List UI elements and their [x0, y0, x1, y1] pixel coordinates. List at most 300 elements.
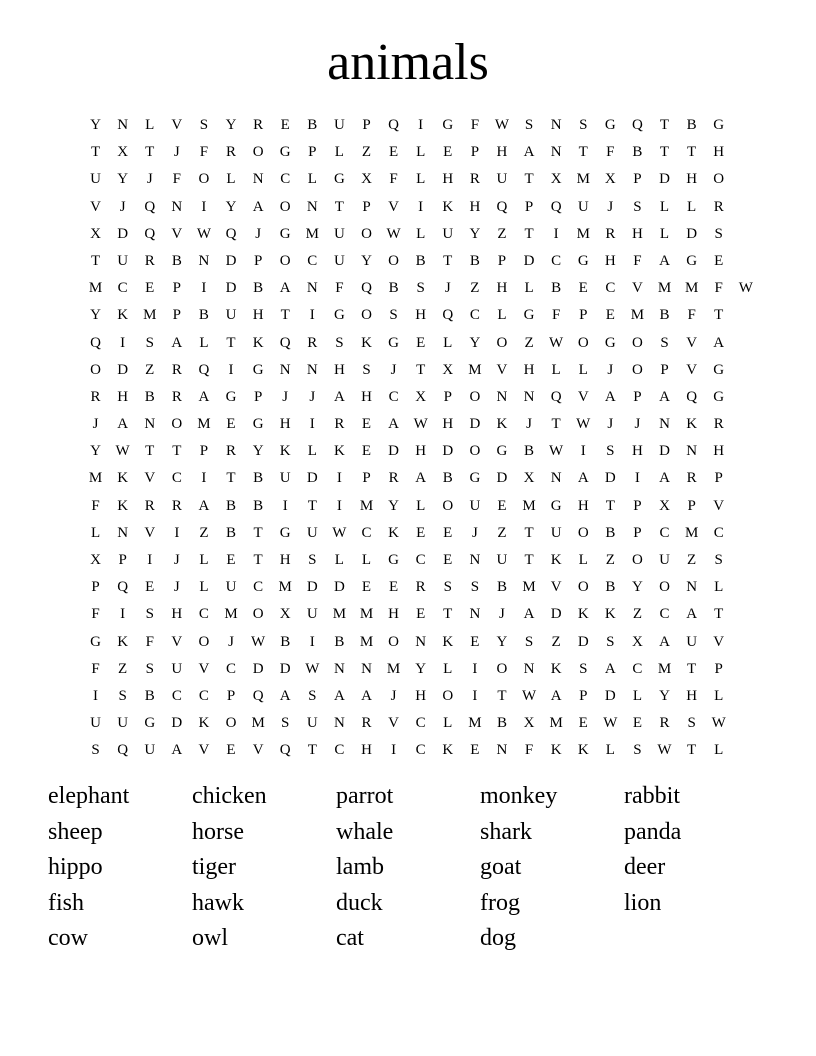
grid-cell[interactable]: Q: [496, 198, 508, 215]
grid-cell[interactable]: C: [198, 606, 209, 623]
grid-cell[interactable]: E: [145, 579, 155, 596]
grid-cell[interactable]: L: [632, 687, 642, 704]
grid-cell[interactable]: T: [524, 552, 534, 568]
grid-cell[interactable]: S: [443, 579, 452, 596]
grid-cell[interactable]: O: [577, 524, 589, 541]
grid-cell[interactable]: Y: [632, 579, 643, 596]
grid-cell[interactable]: X: [117, 144, 129, 161]
grid-cell[interactable]: Z: [361, 144, 372, 161]
grid-cell[interactable]: N: [361, 660, 372, 677]
grid-cell[interactable]: I: [120, 606, 126, 623]
grid-cell[interactable]: W: [115, 443, 130, 460]
grid-cell[interactable]: W: [251, 633, 266, 650]
grid-cell[interactable]: T: [659, 144, 670, 161]
grid-cell[interactable]: Y: [252, 443, 264, 460]
grid-cell[interactable]: L: [714, 579, 724, 596]
grid-cell[interactable]: O: [632, 361, 643, 378]
grid-cell[interactable]: L: [307, 171, 317, 188]
grid-cell[interactable]: H: [361, 742, 372, 759]
grid-cell[interactable]: A: [361, 687, 372, 704]
grid-cell[interactable]: T: [687, 660, 697, 677]
grid-cell[interactable]: V: [713, 497, 725, 514]
grid-cell[interactable]: C: [713, 524, 724, 541]
grid-cell[interactable]: V: [577, 388, 589, 405]
grid-cell[interactable]: G: [279, 225, 291, 242]
grid-cell[interactable]: R: [171, 497, 182, 514]
grid-cell[interactable]: U: [144, 742, 156, 759]
grid-cell[interactable]: R: [334, 416, 345, 433]
grid-cell[interactable]: O: [279, 198, 291, 215]
grid-cell[interactable]: X: [604, 171, 616, 188]
grid-cell[interactable]: I: [336, 470, 342, 487]
grid-cell[interactable]: R: [605, 225, 616, 242]
grid-cell[interactable]: B: [253, 497, 264, 514]
grid-cell[interactable]: F: [687, 307, 696, 324]
grid-cell[interactable]: V: [171, 117, 183, 133]
grid-cell[interactable]: N: [550, 144, 562, 161]
grid-cell[interactable]: U: [225, 307, 237, 324]
grid-cell[interactable]: G: [523, 307, 535, 324]
grid-cell[interactable]: K: [117, 633, 129, 650]
grid-cell[interactable]: S: [91, 742, 100, 759]
grid-cell[interactable]: J: [607, 361, 614, 378]
grid-cell[interactable]: U: [306, 715, 318, 732]
grid-cell[interactable]: F: [91, 606, 100, 623]
grid-cell[interactable]: L: [524, 280, 534, 297]
grid-cell[interactable]: J: [390, 361, 397, 378]
grid-cell[interactable]: H: [333, 361, 345, 378]
grid-cell[interactable]: V: [144, 524, 156, 541]
grid-cell[interactable]: T: [524, 524, 534, 541]
grid-cell[interactable]: B: [388, 280, 399, 297]
grid-cell[interactable]: T: [226, 334, 236, 351]
grid-cell[interactable]: U: [90, 171, 101, 188]
grid-cell[interactable]: L: [416, 144, 426, 161]
grid-cell[interactable]: Y: [469, 334, 481, 351]
grid-cell[interactable]: S: [199, 117, 209, 133]
grid-cell[interactable]: E: [416, 334, 426, 351]
grid-cell[interactable]: L: [714, 687, 724, 704]
grid-cell[interactable]: I: [309, 307, 315, 324]
grid-cell[interactable]: M: [576, 225, 590, 242]
grid-cell[interactable]: P: [362, 198, 371, 215]
grid-cell[interactable]: H: [686, 687, 698, 704]
grid-cell[interactable]: E: [578, 715, 588, 732]
grid-cell[interactable]: V: [496, 361, 508, 378]
grid-cell[interactable]: P: [172, 307, 181, 324]
grid-cell[interactable]: E: [632, 715, 642, 732]
grid-cell[interactable]: H: [415, 307, 427, 324]
grid-cell[interactable]: S: [145, 660, 154, 677]
grid-cell[interactable]: H: [713, 443, 725, 460]
grid-cell[interactable]: O: [361, 307, 372, 324]
grid-cell[interactable]: M: [278, 579, 292, 596]
grid-cell[interactable]: B: [605, 579, 616, 596]
grid-cell[interactable]: P: [714, 470, 723, 487]
grid-cell[interactable]: S: [579, 117, 588, 133]
grid-cell[interactable]: S: [606, 443, 615, 460]
grid-cell[interactable]: A: [333, 388, 345, 405]
grid-cell[interactable]: P: [226, 687, 236, 704]
grid-cell[interactable]: P: [633, 497, 642, 514]
grid-cell[interactable]: C: [551, 252, 562, 269]
grid-cell[interactable]: C: [659, 524, 670, 541]
grid-cell[interactable]: D: [117, 225, 129, 242]
grid-cell[interactable]: Q: [442, 307, 454, 324]
grid-cell[interactable]: E: [361, 416, 372, 433]
grid-cell[interactable]: D: [523, 252, 535, 269]
grid-cell[interactable]: W: [738, 280, 753, 297]
grid-cell[interactable]: K: [686, 416, 698, 433]
grid-cell[interactable]: W: [521, 687, 537, 704]
grid-cell[interactable]: A: [198, 497, 210, 514]
grid-cell[interactable]: A: [550, 687, 562, 704]
grid-cell[interactable]: V: [90, 198, 101, 215]
grid-cell[interactable]: E: [226, 416, 236, 433]
grid-cell[interactable]: L: [361, 552, 372, 568]
grid-cell[interactable]: J: [607, 198, 614, 215]
grid-cell[interactable]: O: [225, 715, 237, 732]
grid-cell[interactable]: T: [90, 144, 101, 161]
grid-cell[interactable]: B: [524, 443, 535, 460]
grid-cell[interactable]: D: [604, 470, 616, 487]
grid-cell[interactable]: I: [120, 334, 126, 351]
grid-cell[interactable]: P: [660, 361, 669, 378]
grid-cell[interactable]: S: [308, 552, 317, 568]
grid-cell[interactable]: E: [578, 280, 588, 297]
grid-cell[interactable]: T: [416, 361, 426, 378]
grid-cell[interactable]: Q: [144, 225, 156, 242]
grid-cell[interactable]: G: [577, 252, 589, 269]
grid-cell[interactable]: L: [416, 497, 426, 514]
grid-cell[interactable]: D: [225, 252, 237, 269]
grid-cell[interactable]: F: [389, 171, 398, 188]
grid-cell[interactable]: S: [633, 198, 642, 215]
grid-cell[interactable]: B: [226, 497, 237, 514]
grid-cell[interactable]: G: [279, 524, 291, 541]
grid-cell[interactable]: E: [361, 579, 372, 596]
grid-cell[interactable]: X: [659, 497, 670, 514]
grid-cell[interactable]: P: [497, 252, 507, 269]
grid-cell[interactable]: L: [443, 660, 453, 677]
grid-cell[interactable]: K: [577, 606, 589, 623]
grid-cell[interactable]: F: [335, 280, 344, 297]
grid-cell[interactable]: B: [442, 470, 453, 487]
grid-cell[interactable]: S: [714, 225, 723, 242]
grid-cell[interactable]: D: [252, 660, 264, 677]
grid-cell[interactable]: U: [659, 552, 670, 568]
grid-cell[interactable]: E: [497, 497, 507, 514]
grid-cell[interactable]: C: [469, 307, 480, 324]
grid-cell[interactable]: Q: [144, 198, 156, 215]
grid-cell[interactable]: D: [306, 579, 318, 596]
grid-cell[interactable]: Y: [361, 252, 372, 269]
grid-cell[interactable]: A: [388, 416, 399, 433]
grid-cell[interactable]: O: [632, 334, 643, 351]
grid-cell[interactable]: N: [469, 552, 481, 568]
grid-cell[interactable]: M: [359, 633, 374, 650]
grid-cell[interactable]: X: [523, 715, 535, 732]
grid-cell[interactable]: F: [470, 117, 480, 133]
grid-cell[interactable]: K: [442, 742, 454, 759]
grid-cell[interactable]: I: [418, 198, 424, 215]
grid-cell[interactable]: O: [442, 497, 454, 514]
grid-cell[interactable]: V: [713, 633, 725, 650]
grid-cell[interactable]: N: [117, 117, 129, 133]
grid-cell[interactable]: J: [309, 388, 316, 405]
grid-cell[interactable]: I: [418, 117, 424, 133]
grid-cell[interactable]: K: [577, 742, 589, 759]
grid-cell[interactable]: J: [444, 280, 451, 297]
grid-cell[interactable]: U: [333, 252, 345, 269]
grid-cell[interactable]: T: [578, 144, 588, 161]
grid-cell[interactable]: G: [469, 470, 481, 487]
grid-cell[interactable]: T: [145, 443, 155, 460]
grid-cell[interactable]: C: [171, 687, 182, 704]
grid-cell[interactable]: L: [416, 171, 426, 188]
grid-cell[interactable]: T: [524, 171, 534, 188]
grid-cell[interactable]: R: [686, 470, 697, 487]
grid-cell[interactable]: N: [279, 361, 291, 378]
grid-cell[interactable]: P: [579, 687, 588, 704]
grid-cell[interactable]: U: [306, 524, 318, 541]
grid-cell[interactable]: G: [388, 334, 399, 351]
grid-cell[interactable]: A: [604, 660, 616, 677]
grid-cell[interactable]: M: [332, 606, 347, 623]
grid-cell[interactable]: H: [252, 307, 264, 324]
grid-cell[interactable]: U: [171, 660, 183, 677]
grid-cell[interactable]: E: [361, 443, 372, 460]
grid-cell[interactable]: P: [91, 579, 100, 596]
grid-cell[interactable]: K: [550, 742, 562, 759]
grid-cell[interactable]: M: [684, 524, 699, 541]
grid-cell[interactable]: B: [686, 117, 697, 133]
grid-cell[interactable]: U: [279, 470, 291, 487]
grid-cell[interactable]: F: [172, 171, 181, 188]
grid-cell[interactable]: A: [523, 606, 535, 623]
grid-cell[interactable]: O: [496, 334, 508, 351]
grid-cell[interactable]: C: [415, 742, 426, 759]
grid-cell[interactable]: Z: [497, 225, 507, 242]
grid-cell[interactable]: B: [334, 633, 345, 650]
grid-cell[interactable]: R: [144, 497, 155, 514]
grid-cell[interactable]: Q: [550, 388, 562, 405]
grid-cell[interactable]: L: [687, 198, 697, 215]
grid-cell[interactable]: E: [443, 524, 453, 541]
grid-cell[interactable]: T: [280, 307, 290, 324]
grid-cell[interactable]: D: [388, 443, 399, 460]
grid-cell[interactable]: E: [470, 742, 480, 759]
grid-cell[interactable]: Y: [117, 171, 129, 188]
grid-cell[interactable]: N: [117, 524, 129, 541]
grid-cell[interactable]: O: [496, 660, 508, 677]
grid-cell[interactable]: Y: [469, 225, 481, 242]
grid-cell[interactable]: F: [91, 660, 100, 677]
grid-cell[interactable]: M: [251, 715, 265, 732]
grid-cell[interactable]: A: [686, 606, 698, 623]
grid-cell[interactable]: C: [307, 252, 318, 269]
grid-cell[interactable]: Q: [686, 388, 698, 405]
grid-cell[interactable]: H: [577, 497, 589, 514]
grid-cell[interactable]: G: [225, 388, 237, 405]
grid-cell[interactable]: B: [659, 307, 670, 324]
grid-cell[interactable]: D: [442, 443, 454, 460]
grid-cell[interactable]: H: [279, 416, 291, 433]
grid-cell[interactable]: G: [333, 171, 345, 188]
grid-cell[interactable]: T: [307, 497, 317, 514]
grid-cell[interactable]: D: [469, 416, 481, 433]
grid-cell[interactable]: A: [577, 470, 589, 487]
grid-cell[interactable]: A: [604, 388, 616, 405]
grid-cell[interactable]: O: [388, 252, 399, 269]
grid-cell[interactable]: L: [90, 524, 101, 541]
grid-cell[interactable]: I: [282, 497, 288, 514]
grid-cell[interactable]: A: [659, 388, 670, 405]
grid-cell[interactable]: J: [119, 198, 126, 215]
grid-cell[interactable]: L: [145, 117, 155, 133]
grid-cell[interactable]: P: [633, 171, 642, 188]
grid-cell[interactable]: U: [225, 579, 237, 596]
grid-cell[interactable]: U: [306, 606, 318, 623]
grid-cell[interactable]: B: [226, 524, 237, 541]
grid-cell[interactable]: G: [90, 633, 101, 650]
grid-cell[interactable]: Q: [279, 334, 291, 351]
grid-cell[interactable]: Y: [225, 198, 237, 215]
grid-cell[interactable]: M: [522, 579, 536, 596]
grid-cell[interactable]: P: [633, 524, 642, 541]
grid-cell[interactable]: I: [472, 687, 478, 704]
grid-cell[interactable]: H: [713, 144, 725, 161]
grid-cell[interactable]: X: [361, 171, 372, 188]
grid-cell[interactable]: I: [201, 280, 207, 297]
grid-cell[interactable]: D: [117, 361, 129, 378]
grid-cell[interactable]: O: [171, 416, 183, 433]
grid-cell[interactable]: W: [549, 334, 564, 351]
grid-cell[interactable]: I: [553, 225, 559, 242]
grid-cell[interactable]: M: [197, 416, 211, 433]
grid-cell[interactable]: T: [307, 742, 317, 759]
grid-cell[interactable]: T: [443, 252, 453, 269]
grid-cell[interactable]: B: [280, 633, 291, 650]
grid-cell[interactable]: U: [117, 715, 129, 732]
grid-cell[interactable]: T: [659, 117, 670, 133]
grid-cell[interactable]: B: [144, 388, 155, 405]
grid-cell[interactable]: E: [145, 280, 155, 297]
grid-cell[interactable]: O: [198, 171, 210, 188]
grid-cell[interactable]: O: [577, 579, 589, 596]
grid-cell[interactable]: K: [279, 443, 291, 460]
grid-cell[interactable]: T: [714, 606, 724, 623]
grid-cell[interactable]: D: [306, 470, 318, 487]
grid-cell[interactable]: M: [522, 497, 536, 514]
grid-cell[interactable]: J: [471, 524, 478, 541]
grid-cell[interactable]: L: [497, 307, 507, 324]
grid-cell[interactable]: Q: [550, 198, 562, 215]
grid-cell[interactable]: P: [118, 552, 127, 568]
grid-cell[interactable]: V: [144, 470, 156, 487]
grid-cell[interactable]: R: [713, 416, 724, 433]
grid-cell[interactable]: D: [604, 687, 616, 704]
grid-cell[interactable]: L: [443, 715, 453, 732]
grid-cell[interactable]: T: [443, 606, 453, 623]
grid-cell[interactable]: D: [279, 660, 291, 677]
grid-cell[interactable]: Y: [90, 443, 101, 460]
grid-cell[interactable]: V: [198, 742, 210, 759]
grid-cell[interactable]: T: [90, 252, 101, 269]
grid-cell[interactable]: L: [334, 144, 344, 161]
grid-cell[interactable]: R: [171, 388, 182, 405]
grid-cell[interactable]: N: [333, 660, 345, 677]
grid-cell[interactable]: L: [199, 334, 209, 351]
grid-cell[interactable]: R: [361, 715, 372, 732]
grid-cell[interactable]: M: [468, 361, 482, 378]
grid-cell[interactable]: M: [630, 307, 645, 324]
grid-cell[interactable]: B: [415, 252, 426, 269]
grid-cell[interactable]: C: [632, 660, 643, 677]
grid-cell[interactable]: T: [253, 524, 263, 541]
grid-cell[interactable]: H: [496, 144, 508, 161]
grid-cell[interactable]: D: [686, 225, 698, 242]
grid-cell[interactable]: E: [226, 742, 236, 759]
grid-cell[interactable]: T: [524, 225, 534, 242]
grid-cell[interactable]: F: [91, 497, 100, 514]
grid-cell[interactable]: Z: [551, 633, 561, 650]
grid-cell[interactable]: O: [442, 687, 454, 704]
grid-cell[interactable]: H: [632, 225, 643, 242]
grid-cell[interactable]: C: [253, 579, 264, 596]
grid-cell[interactable]: J: [607, 416, 614, 433]
grid-cell[interactable]: I: [391, 742, 397, 759]
grid-cell[interactable]: G: [604, 117, 616, 133]
grid-cell[interactable]: A: [713, 334, 725, 351]
grid-cell[interactable]: M: [359, 497, 374, 514]
grid-cell[interactable]: X: [632, 633, 643, 650]
grid-cell[interactable]: R: [469, 171, 480, 188]
grid-cell[interactable]: V: [252, 742, 264, 759]
grid-cell[interactable]: D: [577, 633, 589, 650]
grid-cell[interactable]: J: [173, 552, 180, 568]
grid-cell[interactable]: L: [226, 171, 236, 188]
grid-cell[interactable]: H: [496, 280, 508, 297]
grid-cell[interactable]: U: [496, 552, 508, 568]
grid-cell[interactable]: N: [306, 198, 318, 215]
grid-cell[interactable]: C: [334, 742, 345, 759]
grid-cell[interactable]: T: [497, 687, 507, 704]
grid-cell[interactable]: H: [171, 606, 183, 623]
grid-cell[interactable]: N: [415, 633, 427, 650]
grid-cell[interactable]: J: [390, 687, 397, 704]
grid-cell[interactable]: N: [496, 388, 508, 405]
grid-cell[interactable]: P: [443, 388, 452, 405]
grid-cell[interactable]: F: [633, 252, 642, 269]
grid-cell[interactable]: B: [253, 280, 264, 297]
grid-cell[interactable]: N: [171, 198, 183, 215]
grid-cell[interactable]: W: [332, 524, 347, 541]
grid-cell[interactable]: A: [659, 633, 670, 650]
grid-cell[interactable]: Z: [470, 280, 480, 297]
grid-cell[interactable]: R: [415, 579, 426, 596]
grid-cell[interactable]: E: [416, 606, 426, 623]
grid-cell[interactable]: D: [659, 443, 670, 460]
grid-cell[interactable]: N: [550, 470, 562, 487]
grid-cell[interactable]: D: [225, 280, 237, 297]
grid-cell[interactable]: E: [605, 307, 615, 324]
grid-cell[interactable]: U: [469, 497, 481, 514]
grid-cell[interactable]: J: [634, 416, 641, 433]
grid-cell[interactable]: K: [117, 470, 129, 487]
grid-cell[interactable]: Z: [524, 334, 534, 351]
grid-cell[interactable]: V: [686, 361, 698, 378]
